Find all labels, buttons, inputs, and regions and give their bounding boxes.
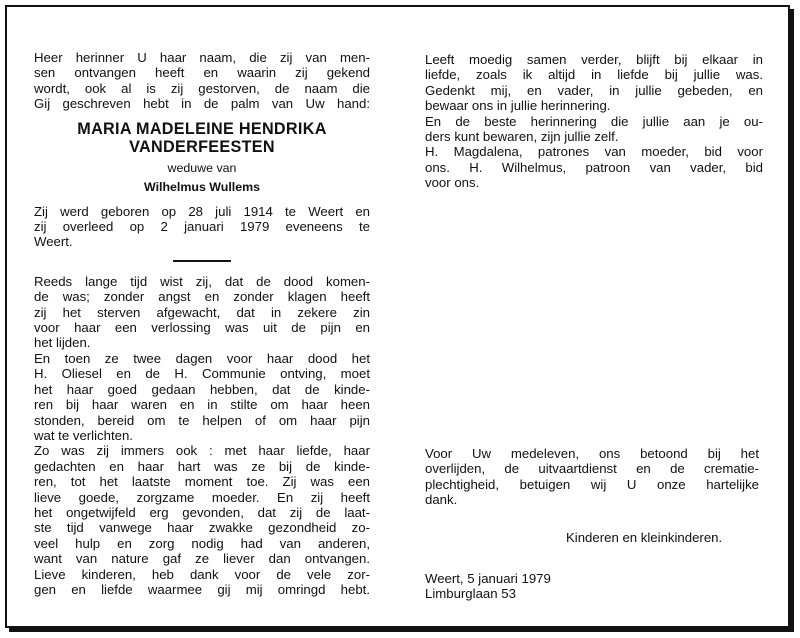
text-line: gen en liefde waarmee gij mij omringd hebt. bbox=[34, 581, 370, 597]
text-line: Zij werd geboren op 28 juli 1914 te Weert en bbox=[34, 203, 370, 219]
right-paragraph-3 bbox=[425, 144, 763, 190]
signature-text: Kinderen en kleinkinderen. bbox=[566, 530, 723, 545]
place-date: Weert, 5 januari 1979 bbox=[425, 571, 551, 586]
birth-death-text bbox=[34, 204, 370, 250]
text-line: dank. bbox=[425, 492, 458, 508]
text-line: Leeft moedig samen verder, blijft bij elkaar in bbox=[425, 52, 763, 67]
text-line: H. Magdalena, patrones van moeder, bid voor bbox=[425, 144, 763, 160]
text-line: Lieve kinderen, heb dank voor de vele zor- bbox=[34, 566, 370, 582]
text-line: plechtigheid, betuigen wij U onze hartelijke bbox=[425, 476, 759, 492]
text-line: Weert. bbox=[34, 234, 73, 250]
text-line: ren bij haar waren en in stilte om haar heen bbox=[34, 397, 370, 413]
text-line: ren, tot het laatste moment toe. Zij was een bbox=[34, 474, 370, 490]
text-line: voor haar een verlossing was uit de pijn en bbox=[34, 320, 370, 336]
text-line: H. Oliesel en de H. Communie ontving, moet bbox=[34, 366, 370, 382]
deceased-name-line1: MARIA MADELEINE HENDRIKA bbox=[77, 119, 327, 138]
text-line: Voor Uw medeleven, ons betoond bij het bbox=[425, 446, 759, 461]
text-line: het ongetwijfeld erg gevonden, dat zij de laat- bbox=[34, 504, 370, 520]
text-line: veel hulp en zorg nodig had van anderen, bbox=[34, 535, 370, 551]
text-line: de was; zonder angst en zonder klagen heeft bbox=[34, 289, 370, 305]
text-line: voor ons. bbox=[425, 175, 480, 191]
right-paragraph-2 bbox=[425, 114, 763, 145]
intro-line: sen ontvangen heeft en waarin zij gekend bbox=[34, 65, 370, 81]
intro-line: Heer herinner U haar naam, die zij van men- bbox=[34, 50, 370, 65]
text-line: het haar goed gedaan hebben, dat de kinde- bbox=[34, 381, 370, 397]
text-line: Gedenkt mij, en vader, in jullie gebeden, en bbox=[425, 82, 763, 98]
text-line: lieve goede, zorgzame moeder. En zij heeft bbox=[34, 489, 370, 505]
deceased-name-line2: VANDERFEESTEN bbox=[129, 137, 275, 156]
text-line: En de beste herinnering die jullie aan je ou- bbox=[425, 113, 763, 129]
text-line: bewaar ons in jullie herinnering. bbox=[425, 98, 611, 114]
divider bbox=[173, 260, 231, 262]
paragraph-3 bbox=[34, 443, 370, 597]
text-line: Reeds lange tijd wist zij, dat de dood komen- bbox=[34, 273, 370, 289]
text-line: zij overleed op 2 januari 1979 eveneens te bbox=[34, 219, 370, 235]
intro-line: wordt, ook al is zij gestorven, de naam die bbox=[34, 80, 370, 96]
text-line: gedachten en haar hart was ze bij de kinde- bbox=[34, 458, 370, 474]
paragraph-1 bbox=[34, 274, 370, 351]
text-line: het lijden. bbox=[34, 335, 91, 351]
intro-prayer bbox=[34, 50, 370, 112]
text-line: Zo was zij immers ook : met haar liefde, haar bbox=[34, 443, 370, 459]
text-line: stonden, bereid om te helpen of om haar pijn bbox=[34, 412, 370, 428]
intro-line: Gij geschreven hebt in de palm van Uw hand: bbox=[34, 96, 370, 112]
text-line: liefde, zoals ik altijd in liefde bij jullie was. bbox=[425, 67, 763, 83]
thanks-block bbox=[425, 446, 759, 508]
text-line: want van nature gaf ze liever dan ontvangen. bbox=[34, 551, 370, 567]
address: Limburglaan 53 bbox=[425, 586, 516, 602]
paragraph-2 bbox=[34, 351, 370, 443]
text-line: zij het sterven afgewacht, dat in zekere zin bbox=[34, 304, 370, 320]
text-line: ons. H. Wilhelmus, patroon van vader, bid bbox=[425, 159, 763, 175]
text-line: overlijden, de uitvaartdienst en de crematie- bbox=[425, 461, 759, 477]
right-paragraph-1 bbox=[425, 52, 763, 114]
right-column bbox=[425, 52, 763, 191]
text-line: En toen ze twee dagen voor haar dood het bbox=[34, 350, 370, 366]
text-line: wat te verlichten. bbox=[34, 427, 133, 443]
husband-name: Wilhelmus Wullems bbox=[143, 179, 261, 194]
signature bbox=[566, 530, 766, 545]
left-column bbox=[34, 50, 370, 597]
place-date-block bbox=[425, 571, 675, 602]
text-line: ders kunt bewaren, zijn jullie zelf. bbox=[425, 129, 619, 145]
text-line: ste tijd vanwege haar zwakke gezondheid zo- bbox=[34, 520, 370, 536]
widow-of-label: weduwe van bbox=[167, 160, 237, 175]
